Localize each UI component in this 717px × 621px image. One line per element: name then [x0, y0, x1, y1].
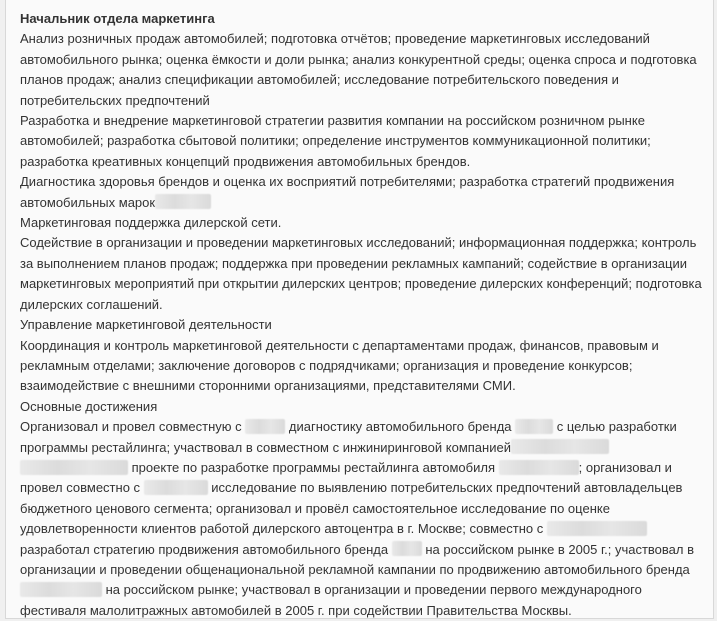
text-line: [20, 519, 710, 539]
text-line: Маркетинговая поддержка дилерской сети.: [20, 215, 282, 231]
text-line: [20, 438, 710, 458]
text-line: Координация и контроль маркетинговой деятельности с департаментами продаж, финансов, правовым и: [20, 337, 659, 353]
text-fragment: исследование по выявлению потребительских предпочтений автовладельцев: [211, 480, 683, 496]
redacted-text: [511, 439, 609, 454]
redacted-text: [392, 541, 422, 556]
redacted-text: [547, 521, 647, 536]
text-line: Разработка и внедрение маркетинговой стратегии развития компании на российском розничном рынке: [20, 113, 645, 129]
resume-card: [5, 0, 714, 619]
text-fragment: Организовал и провел совместную с: [20, 419, 242, 435]
text-line: [20, 478, 710, 498]
text-line: за выполнением планов продаж; поддержка при проведении рекламных кампаний; содействие в организации: [20, 255, 687, 271]
text-fragment: ; организовал и: [578, 459, 672, 475]
redacted-text: [245, 419, 285, 434]
redacted-text: [20, 460, 128, 475]
text-line: [20, 458, 710, 478]
text-line: Содействие в организации и проведении маркетинговых исследований; информационная поддержка; контроль: [20, 235, 697, 251]
text-line: автомобильного рынка; оценка ёмкости и доли рынка; анализ конкурентной среды; оценка спроса и подготовка: [20, 51, 697, 67]
text-line: [20, 540, 710, 560]
text-line: планов продаж; анализ спецификации автомобилей; исследование потребительского поведения и: [20, 72, 619, 88]
text-line: взаимодействие с внешними сторонними организациями, представителями СМИ.: [20, 378, 516, 394]
redacted-text: [515, 419, 553, 434]
text-fragment: программы рестайлинга; участвовал в совместном с инжиниринговой компанией: [20, 439, 511, 455]
text-line: потребительских предпочтений: [20, 92, 210, 108]
text-line: бюджетного ценового сегмента; организовал и провёл самостоятельное исследование по оценке: [20, 500, 610, 516]
redacted-text: [499, 460, 579, 475]
text-fragment: провел совместно с: [20, 480, 141, 496]
text-fragment: проекте по разработке программы рестайлинга автомобиля: [131, 459, 495, 475]
section-heading: Управление маркетинговой деятельности: [20, 317, 272, 333]
text-line: разработка креативных концепций продвижения автомобильных брендов.: [20, 153, 471, 169]
text-line: автомобилей; разработка сбытовой политики; определение инструментов коммуникационной политики;: [20, 133, 651, 149]
redacted-text: [144, 480, 208, 495]
text-line: дилерских соглашений.: [20, 296, 163, 312]
text-fragment: с целью разработки: [556, 419, 677, 435]
text-fragment: на российском рынке в 2005 г.; участвовал в: [425, 541, 694, 557]
text-line: рекламным отделами; заключение договоров с подрядчиками; организация и проведение конкурсов;: [20, 357, 633, 373]
text-line: Диагностика здоровья брендов и оценка их восприятий потребителями; разработка стратегий продвижения: [20, 174, 675, 190]
text-line: [20, 417, 710, 437]
text-line: Анализ розничных продаж автомобилей; подготовка отчётов; проведение маркетинговых исследований: [20, 31, 650, 47]
text-line: [20, 193, 710, 213]
text-line: [20, 580, 710, 600]
section-heading: Основные достижения: [20, 398, 158, 414]
job-title: Начальник отдела маркетинга: [20, 11, 215, 26]
text-line: маркетинговых мероприятий при открытии дилерских центров; проведение дилерских конференций; подготовка: [20, 276, 702, 292]
text-line: фестиваля малолитражных автомобилей в 2005 г. при содействии Правительства Москвы.: [20, 602, 572, 618]
text-fragment: удовлетворенности клиентов работой дилерского автоцентра в г. Москве; совместно с: [20, 521, 544, 537]
redacted-text: [20, 582, 102, 597]
text-fragment: на российском рынке; участвовал в организации и проведении первого международного: [105, 582, 642, 598]
text-fragment: автомобильных марок: [20, 194, 156, 210]
job-description: [20, 9, 710, 621]
text-fragment: разработал стратегию продвижения автомобильного бренда: [20, 541, 389, 557]
text-fragment: диагностику автомобильного бренда: [288, 419, 512, 435]
text-line: организации и проведении общенациональной рекламной кампании по продвижению автомобильного бренда: [20, 561, 690, 577]
redacted-text: [155, 194, 211, 209]
